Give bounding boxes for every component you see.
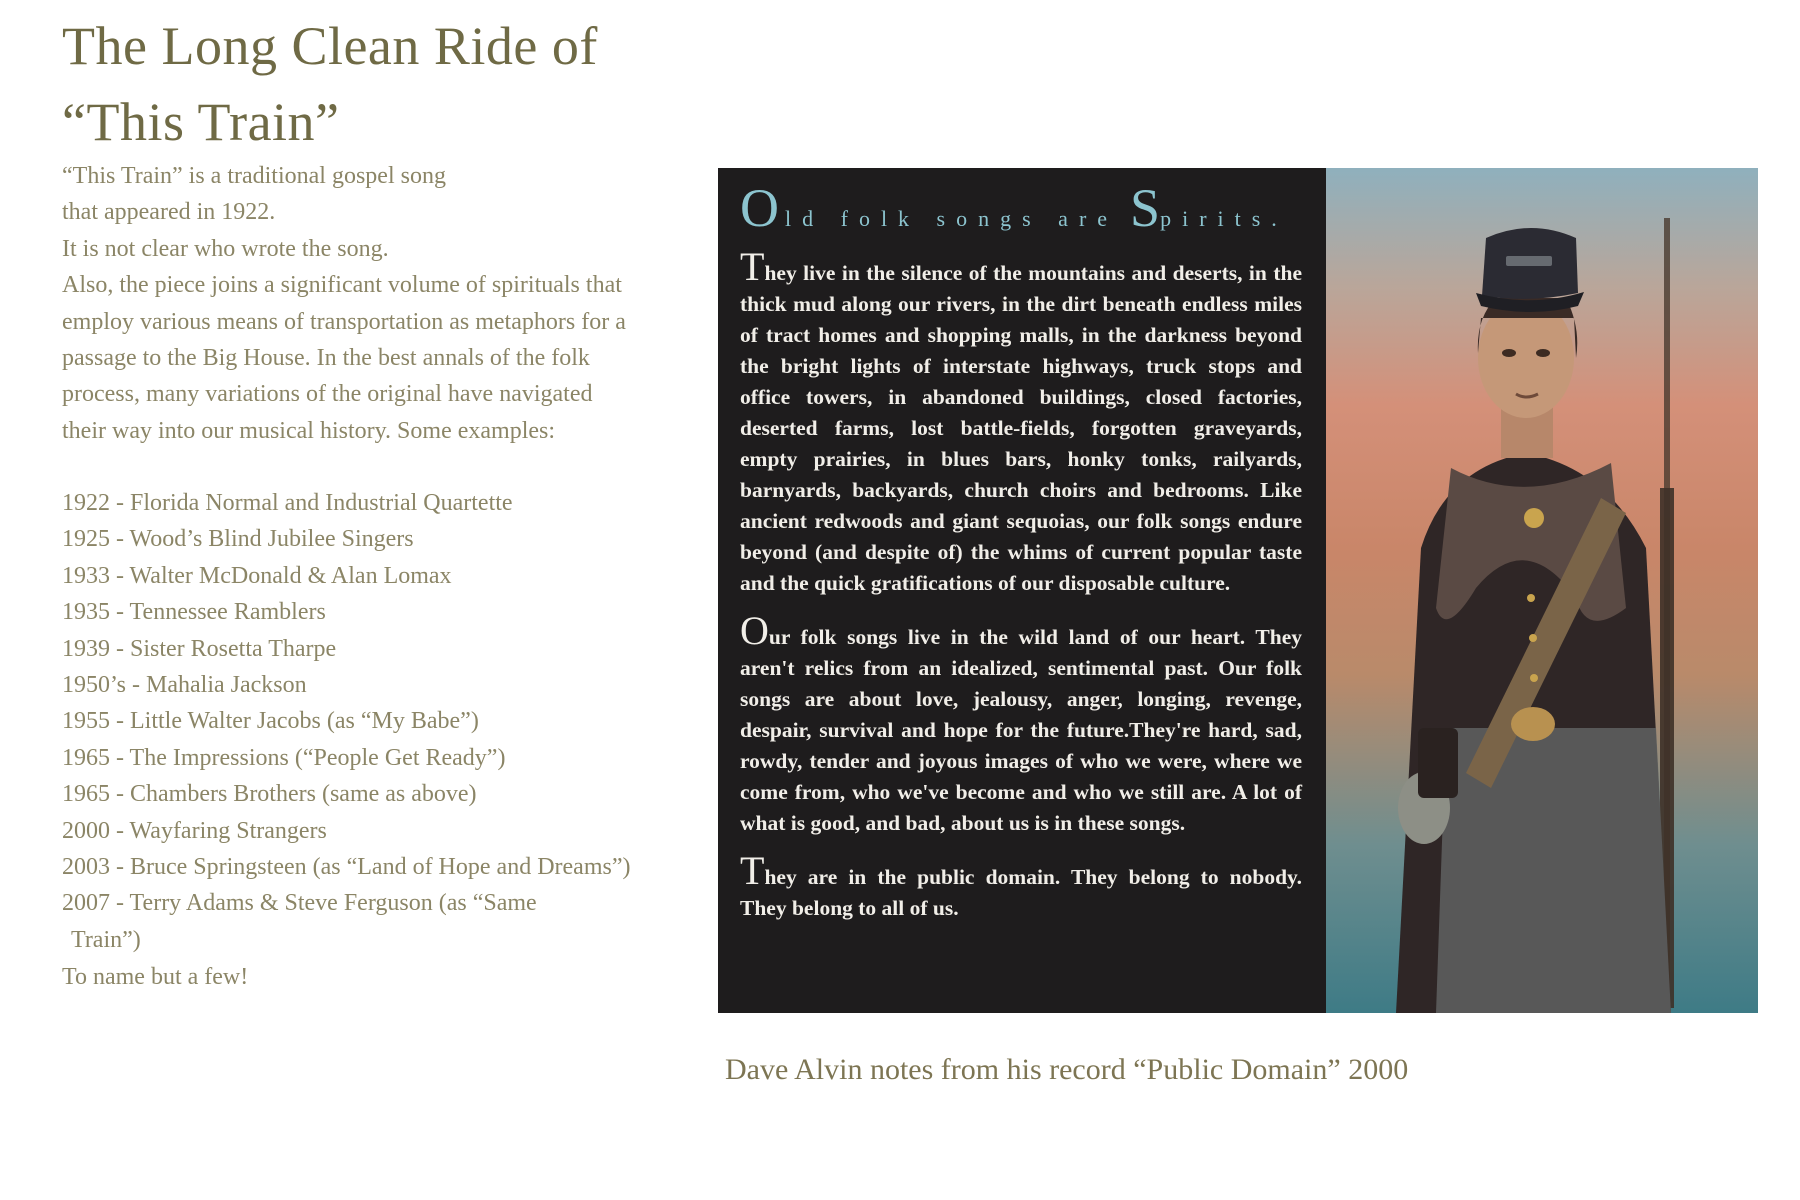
intro-paragraph <box>62 158 722 449</box>
liner-notes-heading <box>740 180 1302 247</box>
heading-initial-second: S <box>1130 178 1161 238</box>
page-title-line-2: “This Train” <box>62 92 340 152</box>
liner-notes-panel <box>718 168 1326 1013</box>
recording-item-continuation: Train”) <box>71 926 141 953</box>
closing-line: To name but a few! <box>62 964 249 990</box>
recording-item: 1922 - Florida Normal and Industrial Quartette <box>62 490 513 516</box>
recording-item: 1933 - Walter McDonald & Alan Lomax <box>62 562 452 589</box>
recording-item: 1955 - Little Walter Jacobs (as “My Babe”) <box>62 708 479 735</box>
recordings-list <box>62 485 722 958</box>
drop-cap: T <box>740 848 765 893</box>
recording-item: 2007 - Terry Adams & Steve Ferguson (as “Same <box>62 890 537 917</box>
drop-cap: T <box>740 244 765 289</box>
liner-notes-paragraph <box>740 244 1302 599</box>
recording-item: 1925 - Wood’s Blind Jubilee Singers <box>62 526 414 553</box>
recording-item: 2000 - Wayfaring Strangers <box>62 817 327 844</box>
soldier-portrait-illustration <box>1326 168 1758 1013</box>
intro-line: passage to the Big House. In the best annals of the folk <box>62 345 590 372</box>
intro-line: that appeared in 1922. <box>62 199 276 226</box>
intro-line: “This Train” is a traditional gospel song <box>62 163 446 189</box>
photo-caption: Dave Alvin notes from his record “Public Domain” 2000 <box>725 1053 1409 1086</box>
liner-notes-paragraph <box>740 848 1302 924</box>
heading-text-end: pirits. <box>1160 206 1288 231</box>
recording-item: 2003 - Bruce Springsteen (as “Land of Hope and Dreams”) <box>62 854 631 881</box>
recording-item: 1950’s - Mahalia Jackson <box>62 672 307 699</box>
page-title <box>62 8 762 160</box>
intro-line: process, many variations of the original have navigated <box>62 381 593 408</box>
paragraph-text: hey are in the public domain. They belong to nobody. They belong to all of us. <box>740 865 1302 920</box>
recording-item: 1965 - The Impressions (“People Get Ready”) <box>62 744 506 771</box>
page-title-line-1: The Long Clean Ride of <box>62 16 598 76</box>
recording-item: 1939 - Sister Rosetta Tharpe <box>62 635 337 662</box>
recording-item: 1965 - Chambers Brothers (same as above) <box>62 781 477 808</box>
paragraph-text: hey live in the silence of the mountains and deserts, in the thick mud along our rivers, in the dirt beneath endless miles of tract homes and shopping malls, in the darkness beyond the bright lights of interstate highways, truck stops and office towers, in abandoned buildings, closed factories, deserted farms, lost battle-fields, forgotten graveyards, empty prairies, in blues bars, honky tonks, railyards, barnyards, backyards, church choirs and bedrooms. Like ancient redwoods and giant sequoias, our folk songs endure beyond (and despite of) the whims of current popular taste and the quick gratifications of our disposable culture. <box>740 261 1302 595</box>
paragraph-text: ur folk songs live in the wild land of our heart. They aren't relics from an idealized, sentimental past. Our folk songs are about love, jealousy, anger, longing, revenge, despair, survival and hope for the future.They're hard, sad, rowdy, tender and joyous images of who we were, where we come from, who we've become and who we still are. A lot of what is good, and bad, about us is in these songs. <box>740 625 1302 835</box>
heading-initial: O <box>740 178 779 238</box>
intro-line: It is not clear who wrote the song. <box>62 235 389 262</box>
intro-line: employ various means of transportation as metaphors for a <box>62 308 626 335</box>
recording-item: 1935 - Tennessee Ramblers <box>62 599 326 626</box>
intro-line: their way into our musical history. Some examples: <box>62 417 556 444</box>
intro-line: Also, the piece joins a significant volume of spirituals that <box>62 272 622 299</box>
liner-notes-paragraph <box>740 608 1302 839</box>
drop-cap: O <box>740 608 769 653</box>
heading-text: ld folk songs are <box>785 206 1119 231</box>
album-notes-photo <box>718 168 1758 1013</box>
soldier-portrait <box>1326 168 1758 1013</box>
